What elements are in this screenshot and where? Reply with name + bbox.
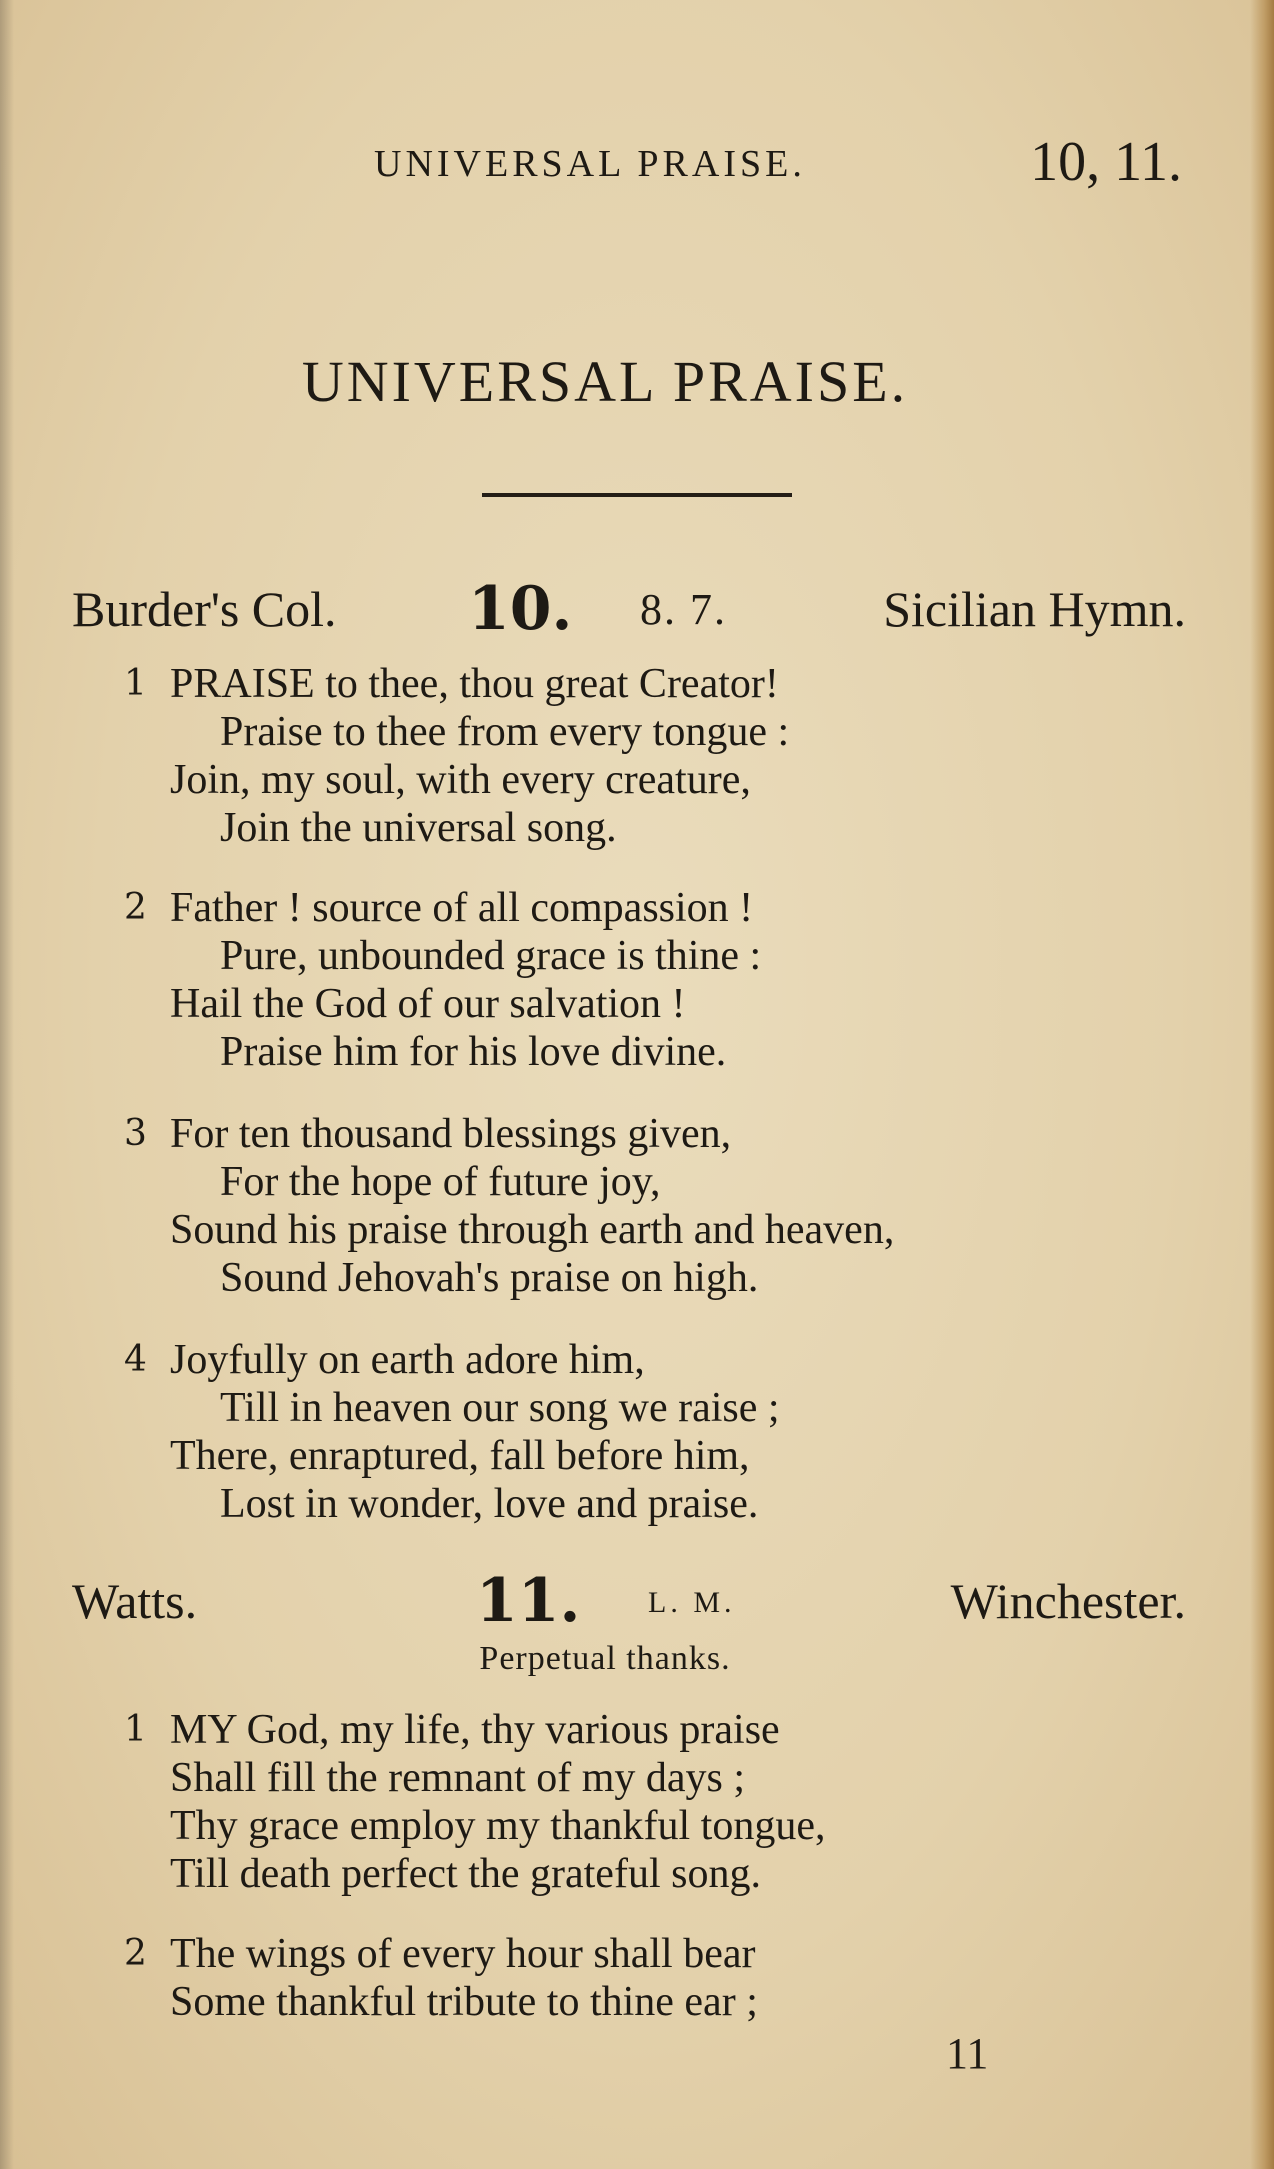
hymn-10-verse-4 (124, 1336, 780, 1528)
verse-line: Thy grace employ my thankful tongue, (170, 1803, 826, 1849)
hymn-11-tune: Winchester. (950, 1573, 1186, 1629)
running-header-title: UNIVERSAL PRAISE. (374, 143, 806, 185)
verse-line: Some thankful tribute to thine ear ; (170, 1979, 758, 2025)
verse-line: PRAISE to thee, thou great Creator! (170, 661, 779, 707)
hymn-11-subtitle: Perpetual thanks. (479, 1640, 731, 1677)
verse-line: For the hope of future joy, (220, 1159, 661, 1205)
verse-line: Hail the God of our salvation ! (170, 981, 686, 1027)
page-edge-right (1250, 0, 1274, 2169)
footer-page-number: 11 (946, 2029, 989, 2078)
hymn-10-author: Burder's Col. (72, 581, 337, 637)
verse-number: 4 (124, 1339, 147, 1380)
verse-line: MY God, my life, thy various praise (170, 1707, 780, 1753)
verse-line: There, enraptured, fall before him, (170, 1433, 750, 1479)
hymn-10-meter: 8. 7. (640, 585, 727, 634)
hymn-10-verse-1 (124, 660, 789, 852)
verse-line: The wings of every hour shall bear (170, 1931, 756, 1977)
verse-line: Sound Jehovah's praise on high. (220, 1255, 759, 1301)
hymn-11-verse-2 (124, 1930, 758, 2026)
verse-number: 2 (124, 887, 147, 928)
verse-line: Pure, unbounded grace is thine : (220, 933, 762, 979)
hymn-11-number: 11. (476, 1566, 581, 1636)
verse-number: 1 (124, 663, 147, 704)
verse-line: Father ! source of all compassion ! (170, 885, 754, 931)
verse-line: Join the universal song. (220, 805, 617, 851)
hymn-11-author: Watts. (72, 1573, 198, 1629)
verse-line: Till in heaven our song we raise ; (220, 1385, 780, 1431)
hymn-10-verse-2 (124, 884, 761, 1076)
hymn-10-tune: Sicilian Hymn. (883, 581, 1186, 637)
verse-line: Till death perfect the grateful song. (170, 1851, 761, 1897)
hymn-10-number: 10. (468, 574, 573, 644)
running-header-page-range: 10, 11. (1030, 131, 1182, 193)
verse-line: Shall fill the remnant of my days ; (170, 1755, 746, 1801)
verse-line: Sound his praise through earth and heaven, (170, 1207, 895, 1253)
verse-line: For ten thousand blessings given, (170, 1111, 732, 1157)
verse-line: Joyfully on earth adore him, (170, 1337, 645, 1383)
verse-line: Join, my soul, with every creature, (170, 757, 751, 803)
verse-line: Lost in wonder, love and praise. (220, 1481, 759, 1527)
hymn-10-verse-3 (124, 1110, 894, 1302)
section-title: UNIVERSAL PRAISE. (301, 349, 909, 414)
verse-number: 2 (124, 1933, 147, 1974)
verse-number: 3 (124, 1113, 147, 1154)
page-shadow-left (0, 0, 14, 2169)
hymn-11-verse-1 (124, 1706, 826, 1898)
verse-line: Praise to thee from every tongue : (220, 709, 790, 755)
verse-line: Praise him for his love divine. (220, 1029, 727, 1075)
hymn-11-meter: L. M. (648, 1586, 736, 1619)
verse-number: 1 (124, 1709, 147, 1750)
section-divider (482, 493, 792, 497)
